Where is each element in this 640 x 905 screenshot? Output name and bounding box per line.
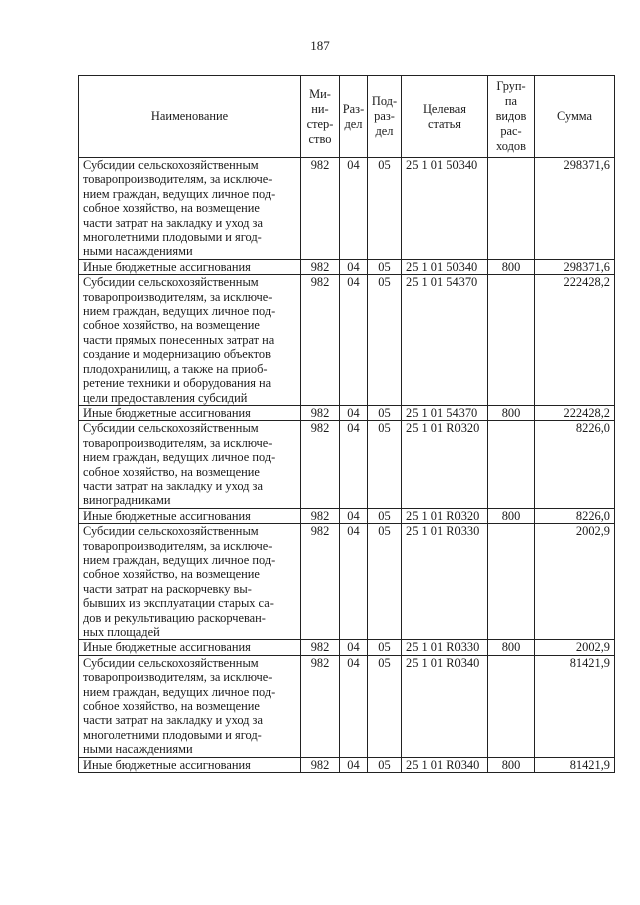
- row-target: 25 1 01 R0340: [402, 655, 488, 757]
- row-ministry: 982: [301, 655, 340, 757]
- row-target: 25 1 01 R0330: [402, 524, 488, 640]
- table-row: [79, 655, 615, 757]
- table-row: [79, 405, 615, 420]
- header-ministry: Ми- ни- стер- ство: [301, 76, 340, 158]
- row-subsection: 05: [368, 757, 402, 772]
- row-target: 25 1 01 50340: [402, 259, 488, 274]
- row-section: 04: [340, 757, 368, 772]
- row-group: [488, 524, 535, 640]
- row-target: 25 1 01 54370: [402, 405, 488, 420]
- row-name: Субсидии сельскохозяйственным товаропроизводителям, за исключе- нием граждан, ведущих личное под- собное хозяйство, на возмещение части затрат на раскорчевку вы- бывших из эксплуатации старых са- дов и рекультивацию раскорчеван- ных площадей: [79, 524, 301, 640]
- row-group: 800: [488, 259, 535, 274]
- row-group: 800: [488, 757, 535, 772]
- row-sum: 298371,6: [535, 259, 615, 274]
- row-subsection: 05: [368, 508, 402, 523]
- row-group: 800: [488, 508, 535, 523]
- row-ministry: 982: [301, 524, 340, 640]
- row-sum: 8226,0: [535, 421, 615, 508]
- row-target: 25 1 01 50340: [402, 158, 488, 260]
- row-sum: 2002,9: [535, 524, 615, 640]
- row-subsection: 05: [368, 158, 402, 260]
- row-section: 04: [340, 405, 368, 420]
- header-section: Раз- дел: [340, 76, 368, 158]
- row-section: 04: [340, 640, 368, 655]
- header-sum: Сумма: [535, 76, 615, 158]
- row-subsection: 05: [368, 405, 402, 420]
- row-sum: 81421,9: [535, 655, 615, 757]
- row-group: [488, 421, 535, 508]
- row-section: 04: [340, 421, 368, 508]
- row-section: 04: [340, 259, 368, 274]
- row-subsection: 05: [368, 259, 402, 274]
- row-ministry: 982: [301, 259, 340, 274]
- row-section: 04: [340, 508, 368, 523]
- row-target: 25 1 01 R0330: [402, 640, 488, 655]
- row-section: 04: [340, 158, 368, 260]
- row-name: Субсидии сельскохозяйственным товаропроизводителям, за исключе- нием граждан, ведущих личное под- собное хозяйство, на возмещение части затрат на закладку и уход за многолетними плодовыми и ягод- ными насаждениями: [79, 655, 301, 757]
- table-row: [79, 524, 615, 640]
- header-group: Груп- па видов рас- ходов: [488, 76, 535, 158]
- row-group: [488, 655, 535, 757]
- page-number: 187: [310, 38, 330, 53]
- row-subsection: 05: [368, 275, 402, 406]
- header-subsection: Под- раз- дел: [368, 76, 402, 158]
- row-section: 04: [340, 524, 368, 640]
- table-row: [79, 158, 615, 260]
- row-ministry: 982: [301, 421, 340, 508]
- row-ministry: 982: [301, 158, 340, 260]
- row-group: 800: [488, 640, 535, 655]
- row-ministry: 982: [301, 640, 340, 655]
- row-sum: 222428,2: [535, 405, 615, 420]
- row-name: Иные бюджетные ассигнования: [79, 757, 301, 772]
- row-target: 25 1 01 R0340: [402, 757, 488, 772]
- row-target: 25 1 01 R0320: [402, 508, 488, 523]
- row-ministry: 982: [301, 508, 340, 523]
- row-group: [488, 275, 535, 406]
- row-name: Субсидии сельскохозяйственным товаропроизводителям, за исключе- нием граждан, ведущих личное под- собное хозяйство, на возмещение части прямых понесенных затрат на создание и модернизацию объектов плодохранилищ, а также на приоб- ретение техники и оборудования на цели предоставления субсидий: [79, 275, 301, 406]
- row-target: 25 1 01 54370: [402, 275, 488, 406]
- row-subsection: 05: [368, 655, 402, 757]
- row-target: 25 1 01 R0320: [402, 421, 488, 508]
- row-sum: 2002,9: [535, 640, 615, 655]
- row-name: Субсидии сельскохозяйственным товаропроизводителям, за исключе- нием граждан, ведущих личное под- собное хозяйство, на возмещение части затрат на закладку и уход за виноградниками: [79, 421, 301, 508]
- row-name: Иные бюджетные ассигнования: [79, 640, 301, 655]
- table-row: [79, 275, 615, 406]
- row-subsection: 05: [368, 640, 402, 655]
- row-subsection: 05: [368, 524, 402, 640]
- row-ministry: 982: [301, 275, 340, 406]
- header-name: Наименование: [79, 76, 301, 158]
- budget-table: [78, 75, 615, 773]
- row-sum: 298371,6: [535, 158, 615, 260]
- row-group: 800: [488, 405, 535, 420]
- row-ministry: 982: [301, 405, 340, 420]
- row-section: 04: [340, 275, 368, 406]
- row-sum: 8226,0: [535, 508, 615, 523]
- header-row: [79, 76, 615, 158]
- table-row: [79, 259, 615, 274]
- row-section: 04: [340, 655, 368, 757]
- row-group: [488, 158, 535, 260]
- row-ministry: 982: [301, 757, 340, 772]
- row-sum: 222428,2: [535, 275, 615, 406]
- row-name: Субсидии сельскохозяйственным товаропроизводителям, за исключе- нием граждан, ведущих личное под- собное хозяйство, на возмещение части затрат на закладку и уход за многолетними плодовыми и ягод- ными насаждениями: [79, 158, 301, 260]
- table-row: [79, 640, 615, 655]
- table-body: [79, 158, 615, 773]
- header-target: Целевая статья: [402, 76, 488, 158]
- row-name: Иные бюджетные ассигнования: [79, 508, 301, 523]
- row-sum: 81421,9: [535, 757, 615, 772]
- table-row: [79, 757, 615, 772]
- table-row: [79, 421, 615, 508]
- table-row: [79, 508, 615, 523]
- row-name: Иные бюджетные ассигнования: [79, 259, 301, 274]
- row-subsection: 05: [368, 421, 402, 508]
- row-name: Иные бюджетные ассигнования: [79, 405, 301, 420]
